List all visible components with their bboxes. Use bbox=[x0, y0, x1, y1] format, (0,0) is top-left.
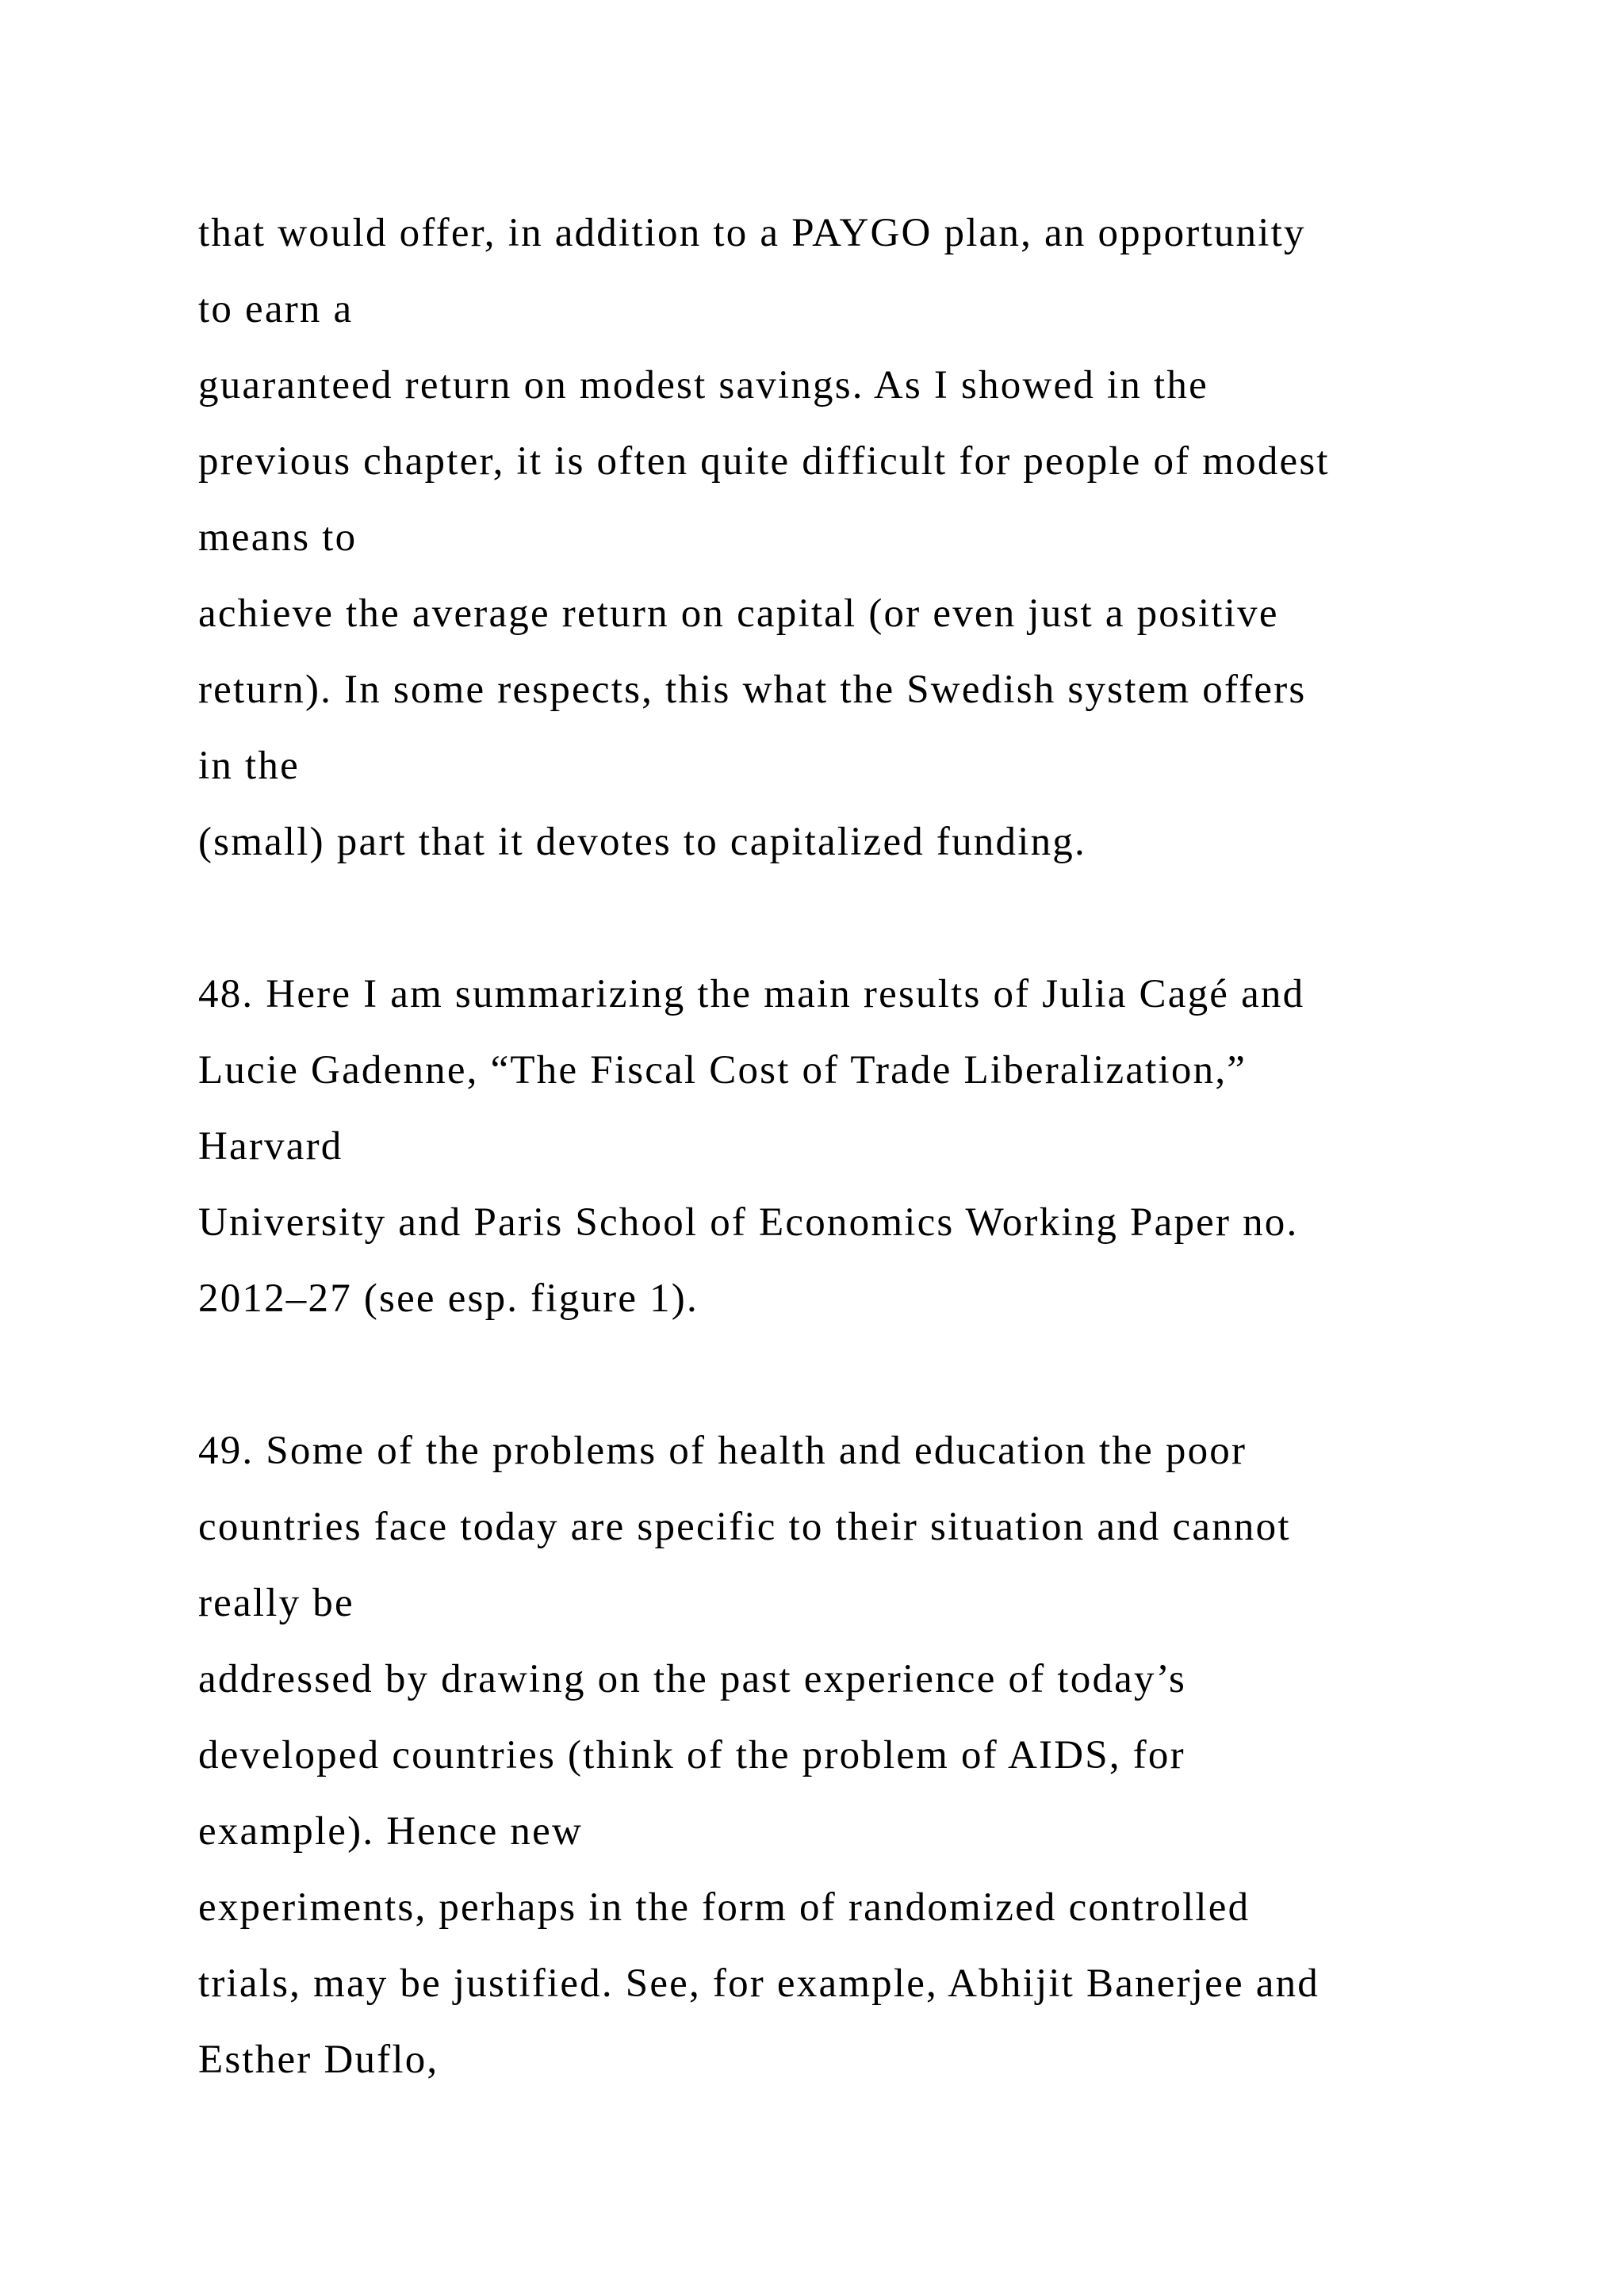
text-line: Lucie Gadenne, “The Fiscal Cost of Trade Liberalization,” bbox=[198, 1048, 1247, 1093]
text-line: that would offer, in addition to a PAYGO plan, an opportunity bbox=[198, 211, 1306, 255]
paragraph-pension-note bbox=[198, 195, 1483, 880]
text-line: Esther Duflo, bbox=[198, 2038, 439, 2082]
text-line: really be bbox=[198, 1581, 354, 1625]
text-line: guaranteed return on modest savings. As I showed in the bbox=[198, 363, 1208, 408]
text-line: (small) part that it devotes to capitalized funding. bbox=[198, 820, 1086, 864]
footnote-49 bbox=[198, 1413, 1483, 2098]
text-line: developed countries (think of the problem of AIDS, for bbox=[198, 1733, 1185, 1777]
text-line: experiments, perhaps in the form of randomized controlled bbox=[198, 1885, 1251, 1930]
text-line: 48. Here I am summarizing the main results of Julia Cagé and bbox=[198, 972, 1305, 1016]
text-line: achieve the average return on capital (or even just a positive bbox=[198, 591, 1279, 636]
text-line: countries face today are specific to their situation and cannot bbox=[198, 1505, 1291, 1549]
text-line: 49. Some of the problems of health and education the poor bbox=[198, 1429, 1247, 1473]
text-line: return). In some respects, this what the Swedish system offers bbox=[198, 668, 1307, 712]
text-line: Harvard bbox=[198, 1124, 343, 1169]
footnote-48 bbox=[198, 956, 1483, 1337]
text-line: example). Hence new bbox=[198, 1809, 583, 1854]
text-line: to earn a bbox=[198, 287, 354, 331]
text-line: in the bbox=[198, 744, 300, 788]
text-line: addressed by drawing on the past experience of today’s bbox=[198, 1657, 1187, 1701]
text-line: means to bbox=[198, 515, 358, 560]
text-line: previous chapter, it is often quite difficult for people of modest bbox=[198, 439, 1330, 484]
text-line: 2012–27 (see esp. figure 1). bbox=[198, 1276, 699, 1321]
text-line: trials, may be justified. See, for example, Abhijit Banerjee and bbox=[198, 1961, 1320, 2006]
document-page bbox=[198, 195, 1483, 2098]
text-line: University and Paris School of Economics Working Paper no. bbox=[198, 1200, 1299, 1245]
